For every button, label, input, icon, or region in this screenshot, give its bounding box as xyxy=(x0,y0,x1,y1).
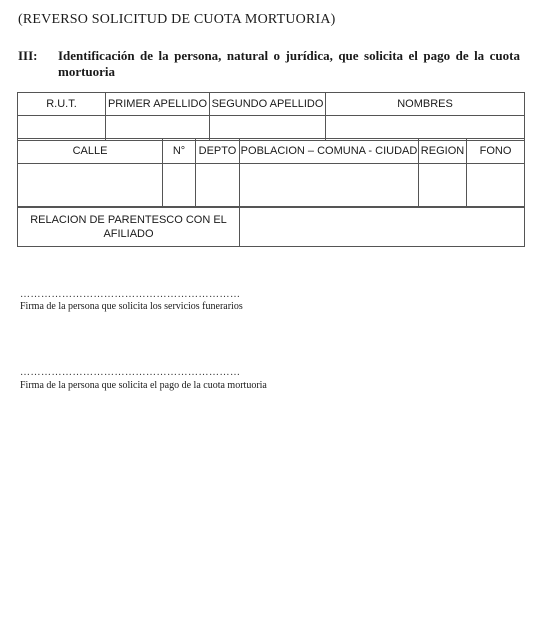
field-region[interactable] xyxy=(419,164,467,207)
field-relacion-parentesco[interactable] xyxy=(240,208,525,247)
header-poblacion-comuna-ciudad: POBLACION – COMUNA - CIUDAD xyxy=(240,139,419,164)
address-table xyxy=(17,138,525,207)
identification-table xyxy=(17,92,525,141)
header-region: REGION xyxy=(419,139,467,164)
header-segundo-apellido: SEGUNDO APELLIDO xyxy=(210,93,326,116)
field-fono[interactable] xyxy=(467,164,525,207)
signature-caption-funerarios: Firma de la persona que solicita los servicios funerarios xyxy=(20,301,243,312)
header-rut: R.U.T. xyxy=(18,93,106,116)
header-numero: N° xyxy=(163,139,196,164)
field-poblacion-comuna-ciudad[interactable] xyxy=(240,164,419,207)
field-depto[interactable] xyxy=(196,164,240,207)
field-numero[interactable] xyxy=(163,164,196,207)
field-primer-apellido[interactable] xyxy=(106,116,210,141)
header-nombres: NOMBRES xyxy=(326,93,525,116)
label-relacion-parentesco: RELACION DE PARENTESCO CON EL AFILIADO xyxy=(18,208,240,247)
field-rut[interactable] xyxy=(18,116,106,141)
signature-line-cuota: ……………………………………………………… xyxy=(20,367,241,378)
header-fono: FONO xyxy=(467,139,525,164)
field-nombres[interactable] xyxy=(326,116,525,141)
field-calle[interactable] xyxy=(18,164,163,207)
field-segundo-apellido[interactable] xyxy=(210,116,326,141)
header-primer-apellido: PRIMER APELLIDO xyxy=(106,93,210,116)
relationship-table xyxy=(17,207,525,247)
page-header-title: (REVERSO SOLICITUD DE CUOTA MORTUORIA) xyxy=(18,12,336,27)
section-heading: Identificación de la persona, natural o jurídica, que solicita el pago de la cuota mortuoria xyxy=(58,48,520,79)
header-depto: DEPTO xyxy=(196,139,240,164)
signature-caption-cuota: Firma de la persona que solicita el pago de la cuota mortuoria xyxy=(20,380,267,391)
signature-line-funerarios: ……………………………………………………… xyxy=(20,289,241,300)
header-calle: CALLE xyxy=(18,139,163,164)
section-number: III: xyxy=(18,48,38,63)
